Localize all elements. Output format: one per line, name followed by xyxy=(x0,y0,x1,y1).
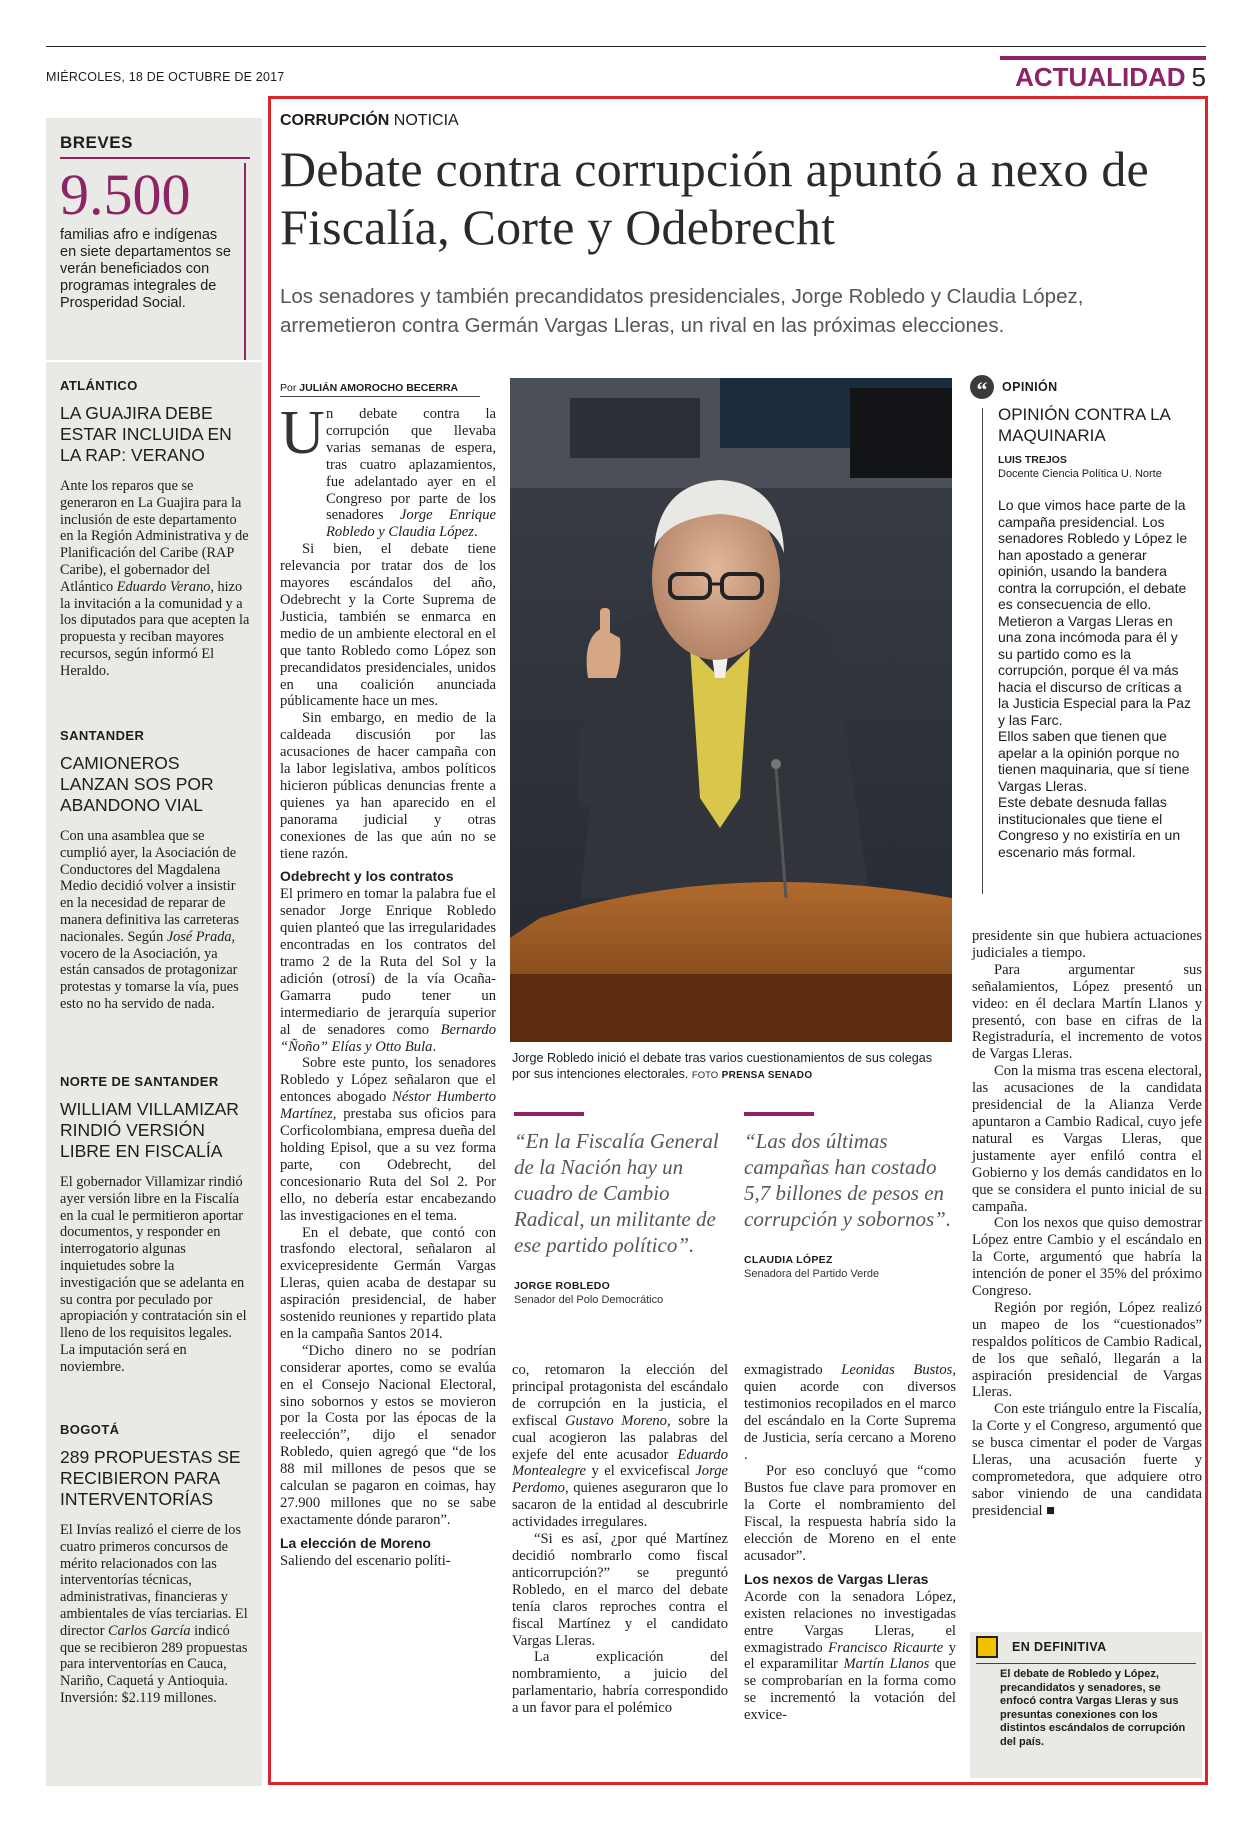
paragraph: Ellos saben que tienen que apelar a la opinión porque no tienen maquinaria, que sí tiene Vargas Lleras. xyxy=(998,728,1190,794)
paragraph: Este debate desnuda fallas institucionales que tiene el Congreso y no existiría en un escenario más formal. xyxy=(998,794,1181,860)
quote-name: JORGE ROBLEDO xyxy=(514,1280,611,1292)
byline-rule xyxy=(280,396,480,397)
paragraph: Acorde con la senadora López, existen relaciones no investigadas entre Vargas Lleras, el exmagistrado Francisco Ricaurte y el exparamilitar Martín Llanos que se comprobarían en la forma como se incrementó la votación del exvice- xyxy=(744,1588,956,1724)
paragraph: Por eso concluyó que “como Bustos fue clave para promover en la Corte el nombramiento del Fiscal, la respuesta habría sido la elección de Moreno en el ente acusador”. xyxy=(744,1463,956,1564)
article-column-2 xyxy=(512,1362,728,1717)
paragraph: Sin embargo, en medio de la caldeada discusión por las acusaciones de hacer campaña con la labor legislativa, ambos políticos hicieron públicas denuncias frente a quienes ya han aparecido en el panorama judicial y otras conexiones de las que aún no se tiene razón. xyxy=(280,710,496,862)
summary-text: El debate de Robledo y López, precandidatos y senadores, se enfocó contra Vargas Lleras y sus presuntas conexiones con los distintos escándalos de corrupción del país. xyxy=(1000,1668,1186,1748)
headline: Debate contra corrupción apuntó a nexo de Fiscalía, Corte y Odebrecht xyxy=(280,141,1149,255)
photo-caption: Jorge Robledo inició el debate tras varios cuestionamientos de sus colegas por sus intenciones electorales. FOTO PRENSA SENADO xyxy=(512,1051,933,1081)
brief-body: El Invías realizó el cierre de los cuatro primeros concursos de mérito relacionados con las interventorías técnicas, administrativas, financieras y ambientales de vías terciarias. El director Carlos García indicó que se recibieron 289 propuestas para interventorías en Cauca, Nariño, Caquetá y Antioquia. Inversión: $2.119 millones. xyxy=(60,1522,248,1706)
article-column-3 xyxy=(744,1362,956,1724)
paragraph: n debate contra la corrupción que llevaba varias semanas de espera, tras cuatro aplazamientos, fue adelantado ayer en el Congreso por parte de los senadores Jorge Enrique Robledo y Claudia López. xyxy=(326,406,496,541)
paragraph: presidente sin que hubiera actuaciones judiciales a tiempo. xyxy=(972,928,1202,961)
paragraph: Para argumentar sus señalamientos, López presentó un video: en él declara Martín Llanos y presentó, con base en cifras de la Registraduría, el incremento de votos de Vargas Lleras. xyxy=(972,961,1202,1063)
paragraph: Con la misma tras escena electoral, las acusaciones de la candidata presidencial de la Alianza Verde apuntaron a Cambio Radical, cuyo jefe natural es Vargas Lleras, que justamente ayer enfiló contra el Gobierno y los demás candidatos en lo que se considera el punto inicial de su campaña. xyxy=(972,1063,1202,1215)
opinion-author-role: Docente Ciencia Política U. Norte xyxy=(998,468,1162,480)
quote-role: Senador del Polo Democrático xyxy=(514,1294,664,1306)
breves-figure: 9.500 xyxy=(60,162,191,227)
quote-name: CLAUDIA LÓPEZ xyxy=(744,1254,833,1266)
section-header xyxy=(1000,56,1206,93)
subhead: Odebrecht y los contratos xyxy=(280,868,454,885)
quote-bar xyxy=(514,1112,584,1116)
brief-title: WILLIAM VILLAMIZAR RINDIÓ VERSIÓN LIBRE EN FISCALÍA xyxy=(60,1099,239,1161)
section-name: ACTUALIDAD xyxy=(1015,62,1186,92)
pull-quote-lopez xyxy=(744,1112,956,1280)
paragraph: Si bien, el debate tiene relevancia por tratar dos de los mayores escándalos del año, Odebrecht y la Corte Suprema de Justicia, también se enmarca en medio de un ambiente electoral en el que tanto Robledo como López son precandidatos presidenciales, unidos en una coalición anunciada públicamente hace un mes. xyxy=(280,541,496,710)
opinion-body xyxy=(998,497,1196,860)
brief-title: 289 PROPUESTAS SE RECIBIERON PARA INTERVENTORÍAS xyxy=(60,1447,241,1509)
subhead: Los nexos de Vargas Lleras xyxy=(744,1570,929,1587)
paragraph: Con los nexos que quiso demostrar López entre Cambio y el escándalo en la Corte, argumentó que habría la intención de poner el 35% del próximo Congreso. xyxy=(972,1215,1202,1300)
paragraph: Lo que vimos hace parte de la campaña presidencial. Los senadores Robledo y López le han apostado a generar opinión, usando la bandera contra la corrupción, el debate es consecuencia de ello. xyxy=(998,497,1188,612)
top-rule xyxy=(46,46,1206,47)
brief-region: SANTANDER xyxy=(60,728,145,743)
article-photo xyxy=(510,378,952,1042)
opinion-label: OPINIÓN xyxy=(1002,380,1058,394)
brief-body: El gobernador Villamizar rindió ayer versión libre en la Fiscalía en la cual le permitieron aportar documentos, y responder en interrogatorio algunas inquietudes sobre la investigación que se adelanta en su contra por peculado por apropiación y contratación sin el lleno de los requisitos legales. La imputación será en noviembre. xyxy=(60,1174,247,1375)
paragraph: Región por región, López realizó un mapeo de los “cuestionados” respaldos políticos de Cambio Radical, de los que señaló, llegarán a la aspiración presidencial de Vargas Lleras. xyxy=(972,1299,1202,1401)
brief-atlantico xyxy=(60,378,250,680)
brief-body: Ante los reparos que se generaron en La Guajira para la inclusión de este departamento en la Región Administrativa y de Planificación del Caribe (RAP Caribe), el gobernador del Atlántico Eduardo Verano, hizo la invitación a la comunidad y a los diputados para que acepten la propuesta y reciban mayores recursos, según informó El Heraldo. xyxy=(60,478,250,679)
kicker-type: NOTICIA xyxy=(393,112,459,129)
brief-region: ATLÁNTICO xyxy=(60,378,138,393)
sidebar-divider xyxy=(46,360,262,362)
breves-accent-line xyxy=(244,163,246,361)
quote-bar xyxy=(744,1112,814,1116)
drop-cap: U xyxy=(280,399,325,467)
kicker-topic: CORRUPCIÓN xyxy=(280,112,390,129)
end-mark: ■ xyxy=(1046,1502,1055,1519)
paragraph: co, retomaron la elección del principal protagonista del escándalo de corrupción en la justicia, el exfiscal Gustavo Moreno, sobre la cual acogieron las palabras del exjefe del ente acusador Eduardo Montealegre y el exvicefiscal Jorge Perdomo, quienes aseguraron que lo sacaron de la entidad al descubrirle actividades irregulares. xyxy=(512,1362,728,1531)
paragraph: “Si es así, ¿por qué Martínez decidió nombrarlo como fiscal anticorrupción?” se preguntó Robledo, en el marco del debate tenía claros reproches contra el fiscal Martínez y el candidato Vargas Lleras. xyxy=(512,1531,728,1649)
byline: Por JULIÁN AMOROCHO BECERRA xyxy=(280,382,459,394)
breves-text: familias afro e indígenas en siete departamentos se verán beneficiados con programas integrales de Prosperidad Social. xyxy=(60,227,231,311)
paragraph: Saliendo del escenario políti- xyxy=(280,1552,451,1569)
paragraph: Metieron a Vargas Lleras en una zona incómoda para él y su partido como es la corrupción, porque él va más hacia el discurso de críticas a la Justicia Especial para la Paz y las Farc. xyxy=(998,612,1191,728)
paragraph: Sobre este punto, los senadores Robledo y López señalaron que el entonces abogado Néstor Humberto Martínez, prestaba sus oficios para Corficolombiana, empresa dueña del holding Episol, que a su vez forma parte, con Odebrecht, del concesionario Ruta del Sol 2. Por ello, no debería estar encabezando las investigaciones en el tema. xyxy=(280,1055,496,1224)
brief-region: BOGOTÁ xyxy=(60,1422,120,1437)
checkered-icon xyxy=(976,1636,998,1658)
quote-marks-icon: “ xyxy=(970,375,994,399)
brief-bogota xyxy=(60,1422,250,1707)
brief-body: Con una asamblea que se cumplió ayer, la Asociación de Conductores del Magdalena Medio decidió volver a insistir en la necesidad de reparar de manera definitiva las carreteras nacionales. Según José Prada, vocero de la Asociación, ya están cansados de protagonizar protestas y tomarse la vía, pues esto no ha servido de nada. xyxy=(60,828,240,1012)
page-number: 5 xyxy=(1191,62,1206,92)
pull-quote-robledo xyxy=(514,1112,726,1306)
quote-text: “Las dos últimas campañas han costado 5,7 billones de pesos en corrupción y sobornos”. xyxy=(744,1129,952,1231)
opinion-rule xyxy=(982,408,983,894)
quote-text: “En la Fiscalía General de la Nación hay un cuadro de Cambio Radical, un militante de ese partido político”. xyxy=(514,1129,719,1257)
paragraph: “Dicho dinero no se podrían considerar aportes, como se evalúa en el Consejo Nacional Electoral, sino sobornos y estos se movieron por la Costa por las épocas de la reelección”, dijo el senador Robledo, quien agregó que “de los 88 mil millones de pesos que se calculan se pagaron en coimas, hay 27.900 millones que no se sabe exactamente dónde pararon”. xyxy=(280,1342,496,1528)
summary-label: EN DEFINITIVA xyxy=(1012,1640,1107,1654)
breves-title: BREVES xyxy=(60,133,250,159)
article-column-1 xyxy=(280,399,496,1570)
brief-title: LA GUAJIRA DEBE ESTAR INCLUIDA EN LA RAP: VERANO xyxy=(60,403,232,465)
summary-rule xyxy=(976,1663,1196,1664)
brief-region: NORTE DE SANTANDER xyxy=(60,1074,219,1089)
paragraph: Con este triángulo entre la Fiscalía, la Corte y el Congreso, argumentó que se busca cimentar el poder de Vargas Lleras, una acusación fuerte y comprometedora, que adquiere otro sabor viniendo de una candidata presidencial ■ xyxy=(972,1401,1202,1519)
brief-norte-de-santander xyxy=(60,1074,250,1376)
quote-role: Senadora del Partido Verde xyxy=(744,1268,880,1280)
opinion-title: OPINIÓN CONTRA LA MAQUINARIA xyxy=(998,405,1170,445)
brief-title: CAMIONEROS LANZAN SOS POR ABANDONO VIAL xyxy=(60,753,214,815)
subhead: La elección de Moreno xyxy=(280,1534,431,1551)
opinion-author: LUIS TREJOS xyxy=(998,454,1067,466)
article-kicker xyxy=(280,112,459,130)
article-deck: Los senadores y también precandidatos presidenciales, Jorge Robledo y Claudia López, arremetieron contra Germán Vargas Lleras, un rival en las próximas elecciones. xyxy=(280,285,1084,337)
article-column-4 xyxy=(972,928,1202,1520)
issue-date: MIÉRCOLES, 18 DE OCTUBRE DE 2017 xyxy=(46,70,285,84)
brief-santander xyxy=(60,728,250,1013)
paragraph: exmagistrado Leonidas Bustos, quien acorde con diversos testimonios recopilados en el marco del escándalo en la Corte Suprema de Justicia, sería cercano a Moreno . xyxy=(744,1362,956,1463)
paragraph: La explicación del nombramiento, a juicio del parlamentario, habría correspondido a un favor para el polémico xyxy=(512,1649,728,1717)
paragraph: El primero en tomar la palabra fue el senador Jorge Enrique Robledo quien planteó que las irregularidades encontradas en los contratos del tramo 2 de la Ruta del Sol y la adición (otrosí) de la vía Ocaña-Gamarra pudo tener un intermediario de jerarquía superior al de senadores como Bernardo “Ñoño” Elías y Otto Bula. xyxy=(280,886,496,1055)
paragraph: En el debate, que contó con trasfondo electoral, señalaron al exvicepresidente Germán Vargas Lleras, quien acaba de destapar su aspiración presidencial, de haber sostenido reuniones y repartido plata en la campaña Santos 2014. xyxy=(280,1224,496,1342)
senator-photo-illustration xyxy=(510,378,952,1042)
breves-box xyxy=(60,133,250,312)
